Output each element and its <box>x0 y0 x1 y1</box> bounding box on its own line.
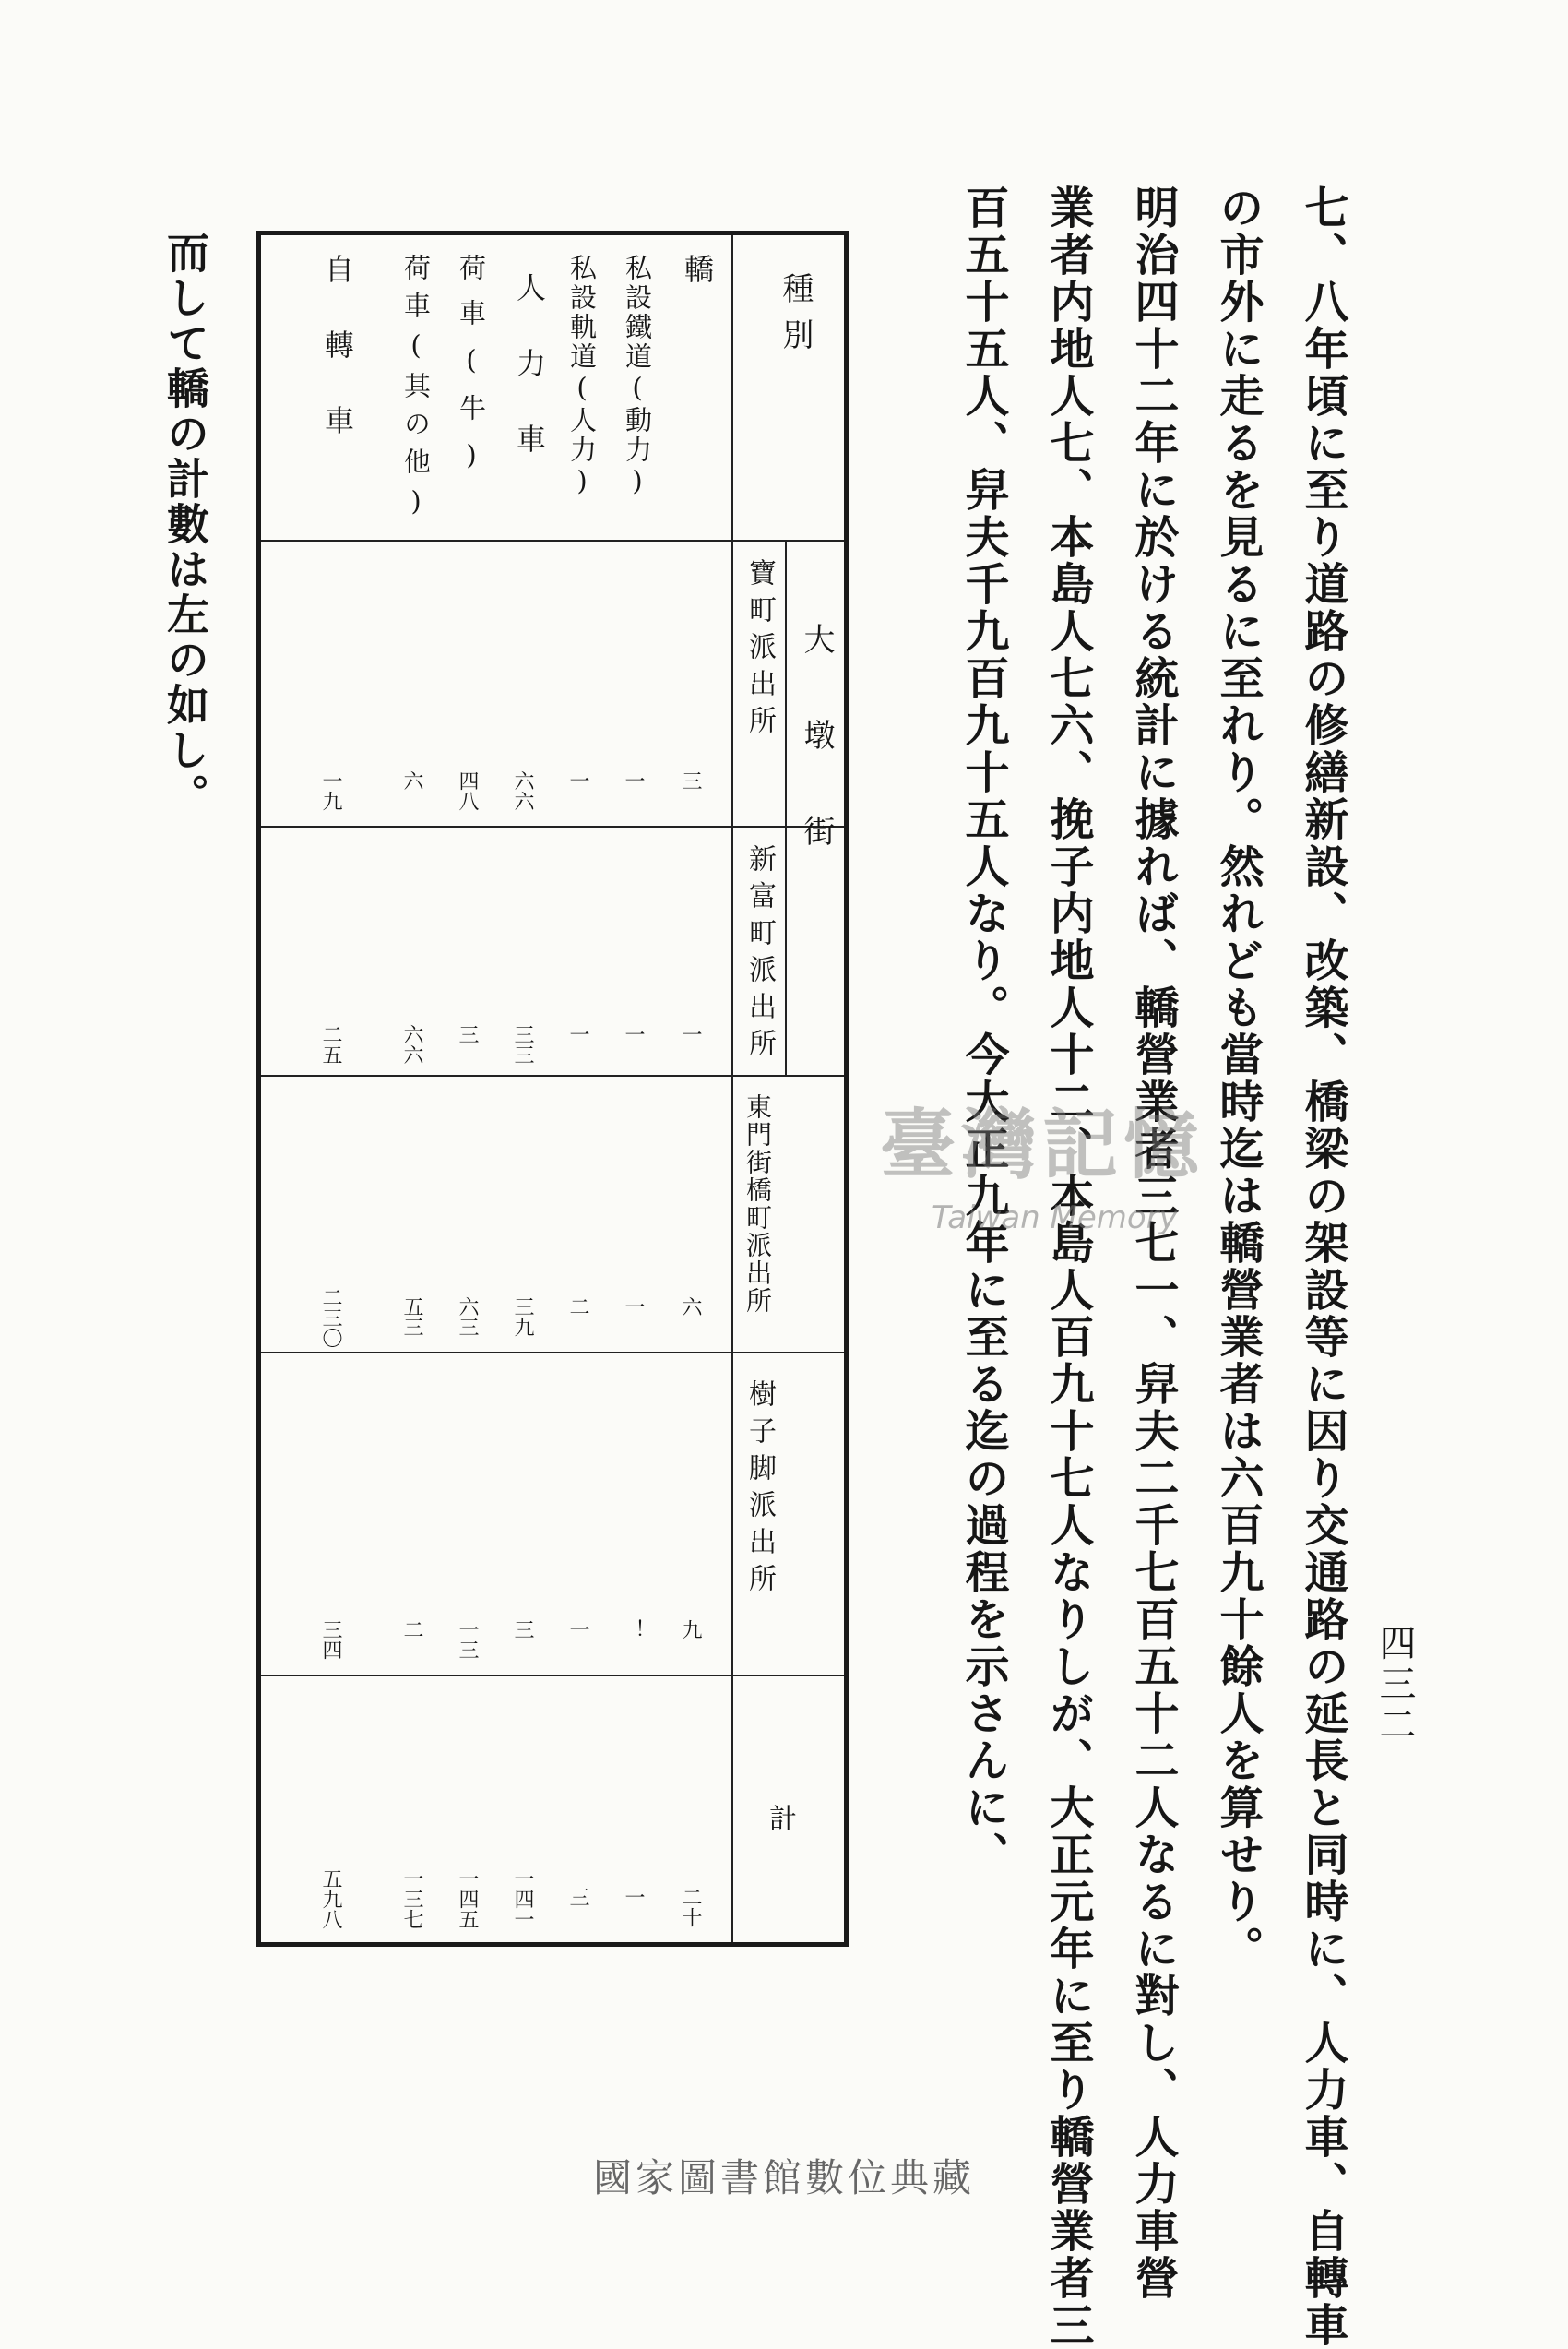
cell-rickshaw-tomongai: 三九 <box>511 1296 534 1337</box>
watermark-subtitle: Taiwan Memory <box>932 1199 1178 1236</box>
column-header-takaramachi: 寶町派出所 <box>743 558 776 743</box>
cell-railway-jushikyaku: ！ <box>622 1619 645 1640</box>
footer-archive-label: 國家圖書館數位典藏 <box>592 2155 975 2200</box>
cell-tramway-jushikyaku: 一 <box>566 1619 589 1640</box>
cell-bicycle-takaramachi: 一九 <box>319 770 342 811</box>
type-header: 種別 <box>777 272 814 364</box>
column-header-total: 計 <box>764 1804 796 1831</box>
cell-rickshaw-total: 一四一 <box>511 1868 534 1929</box>
cell-railway-total: 一 <box>622 1887 645 1907</box>
paragraph-line-3: 明治四十二年に於ける統計に據れば、轎營業者三七一、舁夫二千七百五十二人なるに對し、人力車營 <box>1127 185 1179 2302</box>
cell-cart-ox-total: 一四五 <box>456 1868 479 1929</box>
page-number: 四三二 <box>1373 1624 1416 1746</box>
cell-cart-ox-tomongai: 六三 <box>456 1296 479 1337</box>
cell-kago-total: 二十 <box>679 1887 702 1927</box>
cell-kago-jushikyaku: 九 <box>679 1619 702 1640</box>
row-label-cart-other: 荷車(其の他) <box>400 254 432 528</box>
paragraph-line-1: 七、八年頃に至り道路の修繕新設、改築、橋梁の架設等に因り交通路の延長と同時に、人力車、自轉車 <box>1297 185 1348 2349</box>
cell-tramway-tomongai: 二 <box>566 1296 589 1317</box>
cell-cart-other-jushikyaku: 二 <box>400 1619 423 1640</box>
cell-railway-takaramachi: 一 <box>622 770 645 791</box>
cell-kago-tomongai: 六 <box>679 1296 702 1317</box>
paragraph-line-2: の市外に走るを見るに至れり。然れども當時迄は轎營業者は六百九十餘人を算せり。 <box>1212 185 1264 1973</box>
cell-rickshaw-takaramachi: 六六 <box>511 770 534 811</box>
cell-cart-other-total: 一三七 <box>400 1868 423 1929</box>
cell-bicycle-tomongai: 二三〇 <box>319 1287 342 1348</box>
cell-rickshaw-jushikyaku: 三 <box>511 1619 534 1640</box>
conclusion-text: 而して轎の計數は左の如し。 <box>160 231 210 818</box>
cell-railway-tomongai: 一 <box>622 1296 645 1317</box>
column-header-jushikyaku: 樹子脚派出所 <box>743 1379 776 1601</box>
column-header-tomongai: 東門街橋町派出所 <box>742 1093 773 1315</box>
paragraph-line-4: 業者内地人七、本島人七六、挽子内地人十二、本島人百九十七人なりしが、大正元年に至り轎營業者三 <box>1042 185 1094 2349</box>
column-header-shintomicho: 新富町派出所 <box>743 844 776 1066</box>
cell-bicycle-total: 五九八 <box>319 1868 342 1929</box>
statistics-table <box>256 231 849 1947</box>
row-label-private-railway: 私設鐵道(動力) <box>622 254 653 499</box>
district-header: 大墩街 <box>798 623 835 911</box>
paragraph-line-5: 百五十五人、舁夫千九百九十五人なり。今大正九年に至る迄の過程を示さんに、 <box>957 185 1009 1878</box>
cell-bicycle-jushikyaku: 三四 <box>319 1619 342 1660</box>
cell-kago-takaramachi: 三 <box>679 770 702 791</box>
cell-bicycle-shintomicho: 二五 <box>319 1024 342 1065</box>
row-label-rickshaw: 人力車 <box>512 272 547 499</box>
cell-cart-other-takaramachi: 六 <box>400 770 423 791</box>
cell-tramway-shintomicho: 一 <box>566 1024 589 1044</box>
row-label-private-tramway: 私設軌道(人力) <box>566 254 598 499</box>
cell-tramway-takaramachi: 一 <box>566 770 589 791</box>
cell-cart-other-shintomicho: 六六 <box>400 1024 423 1065</box>
cell-cart-ox-shintomicho: 三 <box>456 1024 479 1044</box>
cell-tramway-total: 三 <box>566 1887 589 1907</box>
row-label-cart-ox: 荷車(牛) <box>456 254 487 489</box>
row-label-kago: 轎 <box>680 254 715 287</box>
cell-cart-ox-jushikyaku: 一三 <box>456 1619 479 1660</box>
cell-rickshaw-shintomicho: 三三 <box>511 1024 534 1065</box>
cell-cart-ox-takaramachi: 四八 <box>456 770 479 811</box>
cell-cart-other-tomongai: 五三 <box>400 1296 423 1337</box>
watermark-logo: 臺灣記憶 <box>879 1101 1205 1189</box>
cell-kago-shintomicho: 一 <box>679 1024 702 1044</box>
cell-railway-shintomicho: 一 <box>622 1024 645 1044</box>
row-label-bicycle: 自轉車 <box>320 254 355 481</box>
